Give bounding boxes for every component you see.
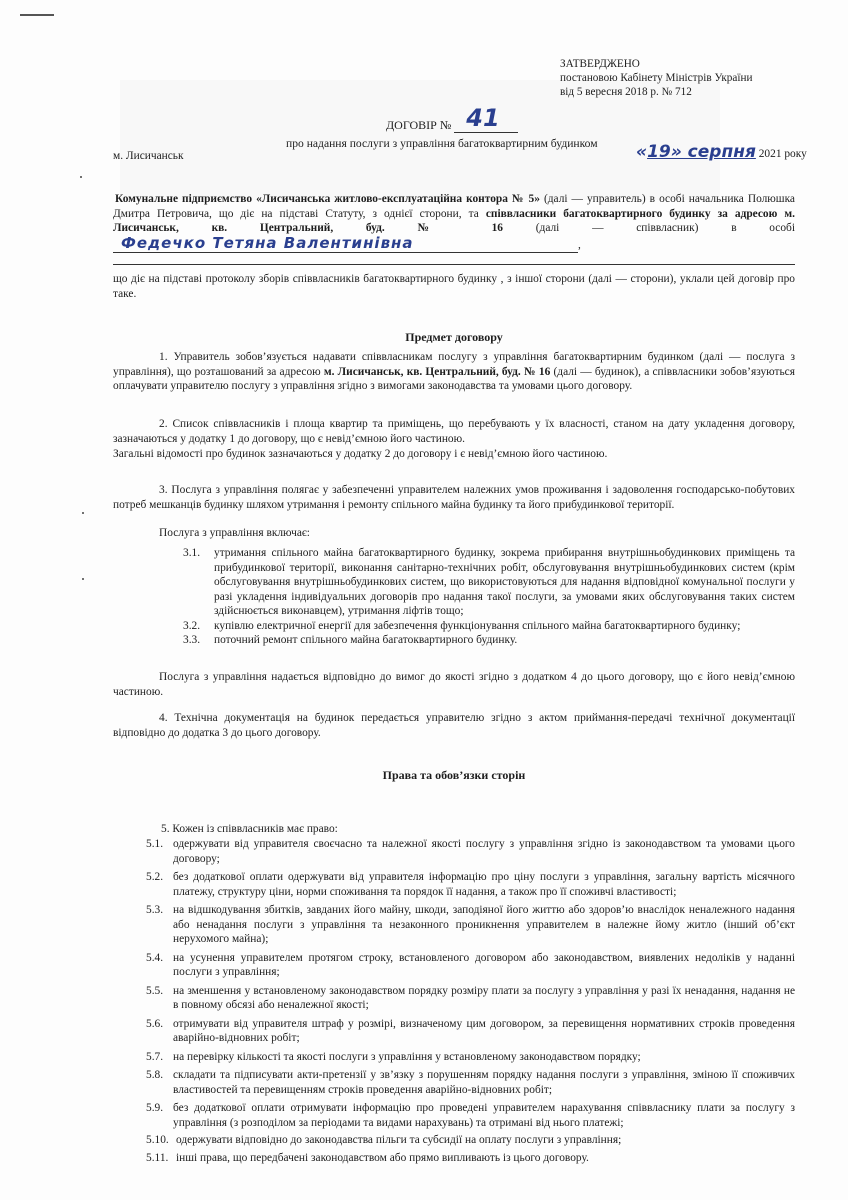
list-item (183, 619, 795, 634)
clause-1-text-a: 1. Управитель зобов’язується надавати співвласникам послугу з управління багатоквартирним будинком (далі — послуга з управління), що розташований за адресою (113, 351, 795, 378)
list-item-text: одержувати від управителя своєчасно та належної якості послугу з управління згідно із законодавством та умовами цього договору; (173, 838, 795, 865)
contract-subtitle: про надання послуги з управління багатоквартирним будинком (286, 137, 598, 150)
list-item-text: отримувати від управителя штраф у розмірі, визначеному цим договором, за перевищення нормативних строків проведення аварійно-відновних робіт; (173, 1017, 795, 1044)
list-item (146, 1050, 795, 1065)
approved-line1: постановою Кабінету Міністрів України (560, 72, 753, 84)
list-item-text: на зменшення у встановленому законодавством порядку розміру плати за послугу з управління у разі їх ненадання, надання не в повному обсязі або неналежної якості; (173, 984, 795, 1011)
list-item-number: 3.3. (183, 634, 201, 646)
party2-text: (далі — співвласник) в особі (503, 222, 796, 234)
parties-paragraph (113, 192, 795, 253)
contract-number-handwritten: 41 (466, 104, 500, 132)
list-item-number: 3.2. (183, 619, 201, 632)
owner-name-handwritten: Федечко Тетяна Валентинівна (121, 233, 414, 252)
owner-comma: , (578, 238, 581, 251)
list-item (146, 1133, 795, 1148)
list-item (146, 984, 795, 1013)
list-item-text: без додаткової оплати одержувати від управителя інформацію про ціну послуги з управління, загальну вартість місячного платежу, структуру ціни, норми споживання та порядок її надання, а також про її споживчі властивості; (173, 871, 795, 898)
clause-3-after: Послуга з управління надається відповідно до вимог до якості згідно з додатком 4 до цього договору, що є його невід’ємною частиною. (113, 671, 795, 698)
parties-paragraph-2: що діє на підставі протоколу зборів співвласників багатоквартирного будинку , з іншої сторони (далі — сторони), уклали цей договір про таке. (113, 273, 795, 300)
contract-date (636, 142, 807, 162)
list-item-number: 5.6. (146, 1017, 164, 1030)
list-item-text: без додаткової оплати отримувати інформацію про проведені управителем нарахування співвласнику плати за послугу з управління (з розподілом за періодами та видами нарахувань) та отримані від нього платежі; (173, 1102, 795, 1129)
contract-title-prefix: ДОГОВІР № (386, 118, 452, 132)
clause-4: 4. Технічна документація на будинок передається управителю згідно з актом приймання-передачі технічної документації відповідно до додатка 3 до цього договору. (113, 712, 795, 739)
section-heading-subject: Предмет договору (405, 330, 503, 344)
list-item (183, 633, 795, 648)
list-item (146, 1068, 795, 1097)
list-item (146, 951, 795, 980)
scan-mark (20, 14, 54, 16)
date-year: 2021 року (758, 148, 807, 160)
rights-list (146, 837, 795, 1165)
scan-dot (82, 578, 84, 580)
clause-2b: Загальні відомості про будинок зазначаються у додатку 2 до договору і є невід’ємною його частиною. (113, 448, 608, 460)
list-item-text: одержувати відповідно до законодавства пільги та субсидії на оплату послуги з управління; (176, 1134, 622, 1146)
party2-name: співвласники багатоквартирного будинку за адресою м. Лисичанськ, кв. Центральний, буд. № 16 (113, 207, 795, 234)
list-item-number: 5.5. (146, 984, 164, 997)
clause-1-text-b: (далі — будинок), а співвласники зобов’язуються оплачувати управителю послугу з управління згідно з вимогами законодавства та умовами цього договору. (113, 365, 795, 392)
list-item-text: на усунення управителем протягом строку, встановленого договором або законодавством, виявлених недоліків у наданні послуги з управління; (173, 951, 795, 978)
approved-title: ЗАТВЕРДЖЕНО (560, 58, 640, 70)
clause-5: 5. Кожен із співвласників має право: (161, 823, 338, 835)
party1-name: Комунальне підприємство «Лисичанська житлово-експлуатаційна контора № 5» (115, 193, 540, 205)
list-item (146, 837, 795, 866)
services-list (183, 546, 795, 648)
clause-1 (113, 350, 795, 394)
clause-3: 3. Послуга з управління полягає у забезпеченні управителем належних умов проживання і задоволення господарсько-побутових потреб мешканців будинку шляхом утримання і ремонту спільного майна будинку та його прибудинкової території. (113, 484, 795, 511)
list-item-text: купівлю електричної енергії для забезпечення функціонування спільного майна багатоквартирного будинку; (214, 619, 741, 632)
list-item (146, 870, 795, 899)
date-handwritten: 19» серпня (647, 142, 756, 162)
list-item (146, 1151, 795, 1166)
blank-line (113, 264, 795, 265)
date-quote-open: « (636, 142, 648, 162)
approved-line2: від 5 вересня 2018 р. № 712 (560, 86, 692, 98)
list-item (146, 1101, 795, 1130)
list-item (146, 1017, 795, 1046)
list-item-number: 5.2. (146, 871, 164, 883)
list-item-number: 5.11. (146, 1151, 169, 1164)
city: м. Лисичанськ (113, 150, 184, 162)
list-item-text: на перевірку кількості та якості послуги з управління у встановленому законодавством порядку; (173, 1050, 641, 1063)
list-item (146, 903, 795, 947)
list-item-text: складати та підписувати акти-претензії у зв’язку з порушенням порядку надання послуги з управління, зміною її споживчих властивостей та перевищенням строків проведення аварійно-відновних робіт; (173, 1069, 795, 1096)
list-item-text: поточний ремонт спільного майна багатоквартирного будинку. (214, 634, 518, 646)
scan-dot (80, 176, 82, 178)
owner-name-field (113, 233, 578, 254)
section-heading-rights: Права та обов’язки сторін (382, 768, 526, 782)
list-item-number: 5.1. (146, 838, 164, 850)
list-item-text: утримання спільного майна багатоквартирного будинку, зокрема прибирання внутрішньобудинкових приміщень та прибудинкової території, виконання санітарно-технічних робіт, обслуговування внутрішньобудинкових систем (крім обслуговування внутрішньобудинкових систем, що використовуються для надання відповідної комунальної послуги у разі укладення індивідуальних договорів про надання такої послуги, за умовами яких обслуговування таких систем здійснюється виконавцем), утримання ліфтів тощо; (214, 547, 795, 617)
list-item-text: на відшкодування збитків, завданих його майну, шкоди, заподіяної його життю або здоров’ю внаслідок неналежного надання або ненадання послуги з управління та незаконного проникнення управителем в належне йому житло (інший об’єкт нерухомого майна); (173, 904, 795, 945)
list-item-number: 5.4. (146, 951, 164, 964)
list-item-number: 5.7. (146, 1050, 164, 1063)
scan-dot (82, 512, 84, 514)
list-item-number: 5.10. (146, 1134, 169, 1146)
list-item-number: 5.8. (146, 1069, 164, 1081)
list-item-text: інші права, що передбачені законодавством або прямо випливають із цього договору. (176, 1151, 589, 1164)
approval-block (560, 57, 752, 99)
list-item-number: 5.3. (146, 904, 164, 916)
clause-2: 2. Список співвласників і площа квартир та приміщень, що перебувають у їх власності, станом на дату укладення договору, зазначаються у додатку 1 до договору, що є невід’ємною його частиною. (113, 418, 795, 445)
list-item-number: 5.9. (146, 1102, 164, 1114)
includes-label: Послуга з управління включає: (159, 527, 310, 539)
party1-text: (далі — управитель) в особі начальника Полюшка Дмитра Петровича, що діє на підставі Статуту, з однієї сторони, та (113, 193, 795, 220)
contract-number-field (454, 104, 518, 133)
clause-1-address: м. Лисичанськ, кв. Центральний, буд. № 16 (323, 365, 551, 378)
list-item (183, 546, 795, 619)
list-item-number: 3.1. (183, 547, 201, 559)
